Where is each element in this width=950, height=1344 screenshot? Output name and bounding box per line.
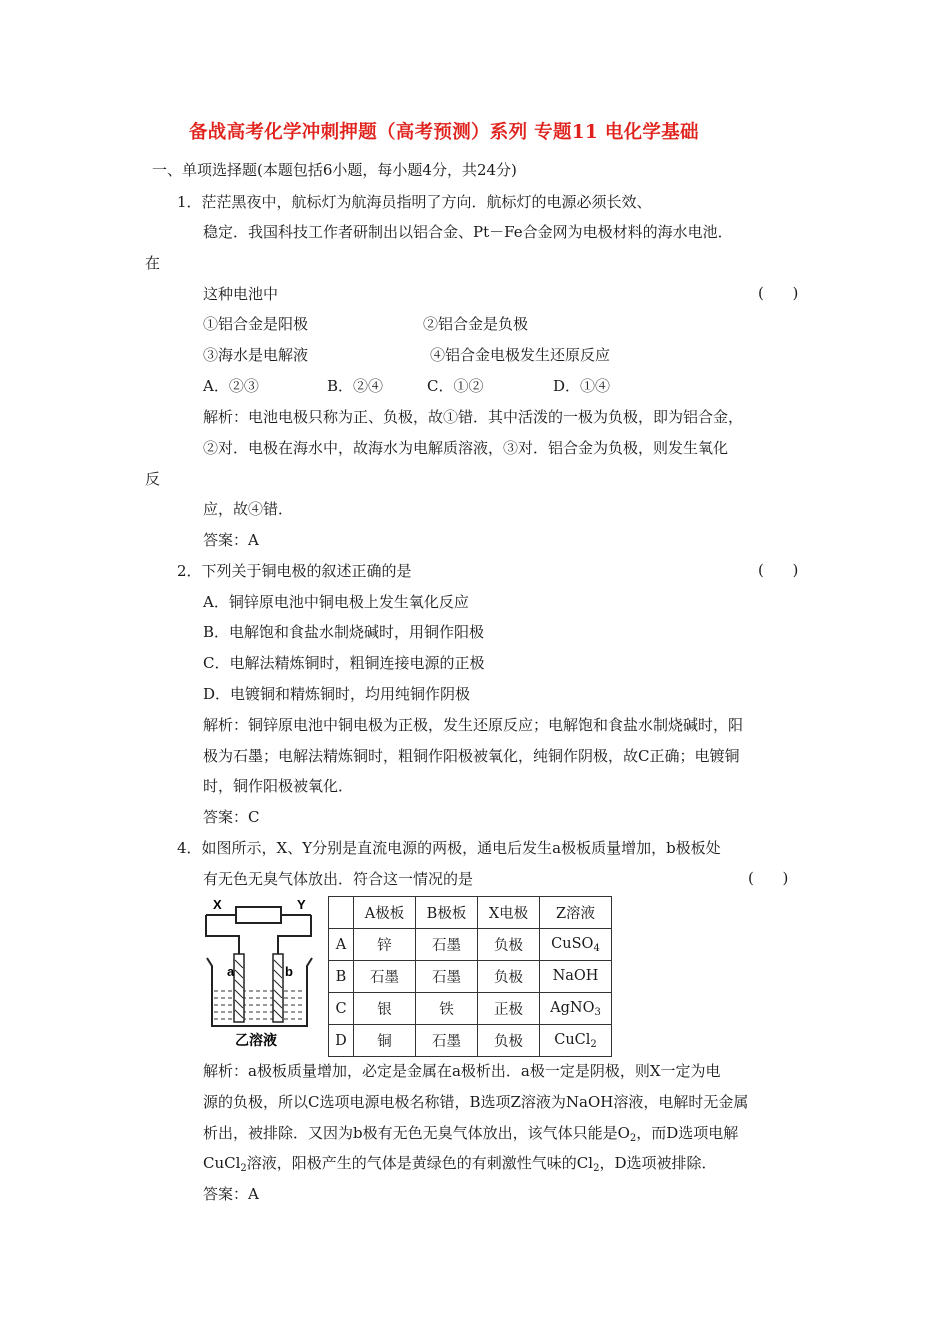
table-row bbox=[329, 993, 612, 1025]
q1-item-2: ②铝合金是负极 bbox=[423, 315, 529, 333]
table-cell: 锌 bbox=[354, 929, 416, 961]
table-header-cell: X电极 bbox=[478, 897, 540, 929]
table-header-cell: Z溶液 bbox=[540, 897, 612, 929]
table-cell: A bbox=[329, 929, 354, 961]
table-cell: 负极 bbox=[478, 961, 540, 993]
q1-stem-line1: 1．茫茫黑夜中，航标灯为航海员指明了方向．航标灯的电源必须长效、 bbox=[177, 193, 652, 211]
q1-analysis-line2: ②对．电极在海水中，故海水为电解质溶液，③对．铝合金为负极，则发生氧化 bbox=[203, 439, 729, 457]
analysis-text: ，而D选项电解 bbox=[636, 1124, 739, 1142]
electrode-b-label: b bbox=[285, 964, 293, 979]
formula-text: NaOH bbox=[552, 967, 599, 984]
analysis-text: 析出，被排除．又因为b极有无色无臭气体放出，该气体只能是O bbox=[203, 1124, 630, 1142]
table-cell bbox=[540, 1025, 612, 1057]
table-cell: 石墨 bbox=[416, 929, 478, 961]
section-heading: 一、单项选择题(本题包括6小题，每小题4分，共24分) bbox=[152, 161, 517, 179]
electrolysis-diagram bbox=[195, 894, 320, 1058]
q4-stem-line1: 4．如图所示，X、Y分别是直流电源的两极，通电后发生a极板质量增加，b极板处 bbox=[177, 839, 721, 857]
q1-item-3: ③海水是电解液 bbox=[203, 346, 309, 364]
table-row bbox=[329, 961, 612, 993]
q2-analysis-line2: 极为石墨；电解法精炼铜时，粗铜作阳极被氧化，纯铜作阴极，故C正确；电镀铜 bbox=[203, 747, 740, 765]
terminal-x-label: X bbox=[213, 897, 222, 912]
q2-analysis-line1: 解析：铜锌原电池中铜电极为正极，发生还原反应；电解饱和食盐水制烧碱时，阳 bbox=[203, 716, 744, 734]
table-header-row bbox=[329, 897, 612, 929]
q1-stem-line4: 这种电池中 bbox=[203, 285, 279, 303]
table-cell: 石墨 bbox=[416, 1025, 478, 1057]
table-cell: C bbox=[329, 993, 354, 1025]
table-cell bbox=[540, 961, 612, 993]
table-cell: D bbox=[329, 1025, 354, 1057]
formula-subscript: 2 bbox=[240, 1163, 247, 1174]
q2-answer: 答案：C bbox=[203, 808, 260, 826]
table-row bbox=[329, 1025, 612, 1057]
q1-option-a: A．②③ bbox=[203, 377, 259, 395]
q1-analysis-line3: 反 bbox=[145, 470, 161, 488]
q4-answer-bracket: ( ) bbox=[748, 869, 789, 887]
table-cell: 铜 bbox=[354, 1025, 416, 1057]
q1-analysis-line4: 应，故④错． bbox=[203, 500, 294, 518]
table-header-cell bbox=[329, 897, 354, 929]
table-header-cell: A极板 bbox=[354, 897, 416, 929]
formula-subscript: 3 bbox=[594, 1006, 601, 1018]
q1-option-d: D．①④ bbox=[553, 377, 611, 395]
q4-analysis-line4 bbox=[203, 1153, 716, 1179]
q2-option-a: A．铜锌原电池中铜电极上发生氧化反应 bbox=[203, 593, 469, 611]
table-cell: 铁 bbox=[416, 993, 478, 1025]
formula-text: AgNO bbox=[550, 999, 595, 1016]
table-cell bbox=[540, 929, 612, 961]
q1-item-1: ①铝合金是阳极 bbox=[203, 315, 309, 333]
electrode-a-label: a bbox=[227, 964, 235, 979]
q1-option-b: B．②④ bbox=[327, 377, 384, 395]
formula-text: CuCl bbox=[203, 1154, 241, 1172]
table-cell: 银 bbox=[354, 993, 416, 1025]
formula-text: CuSO bbox=[551, 935, 594, 952]
q1-stem-line2: 稳定．我国科技工作者研制出以铝合金、Pt－Fe合金网为电极材料的海水电池． bbox=[203, 223, 733, 241]
table-row bbox=[329, 929, 612, 961]
q2-analysis-line3: 时，铜作阳极被氧化． bbox=[203, 777, 354, 795]
q2-option-b: B．电解饱和食盐水制烧碱时，用铜作阳极 bbox=[203, 623, 485, 641]
table-cell: 负极 bbox=[478, 929, 540, 961]
formula-text: CuCl bbox=[554, 1031, 591, 1048]
analysis-text: 溶液，阳极产生的气体是黄绿色的有刺激性气味的Cl bbox=[246, 1154, 594, 1172]
q1-answer-bracket: ( ) bbox=[758, 284, 799, 302]
table-header-cell: B极板 bbox=[416, 897, 478, 929]
q1-item-4: ④铝合金电极发生还原反应 bbox=[430, 346, 611, 364]
q4-analysis-line1: 解析：a极板质量增加，必定是金属在a极析出．a极一定是阴极，则X一定为电 bbox=[203, 1062, 721, 1080]
q4-analysis-line3 bbox=[203, 1123, 738, 1149]
q2-stem: 2．下列关于铜电极的叙述正确的是 bbox=[177, 562, 412, 580]
q1-answer: 答案：A bbox=[203, 531, 259, 549]
table-cell bbox=[540, 993, 612, 1025]
q1-stem-line3: 在 bbox=[145, 254, 161, 272]
q1-analysis-line1: 解析：电池电极只称为正、负极，故①错．其中活泼的一极为负极，即为铝合金， bbox=[203, 408, 744, 426]
solution-caption: 乙溶液 bbox=[235, 1033, 277, 1049]
table-cell: 正极 bbox=[478, 993, 540, 1025]
table-cell: 石墨 bbox=[354, 961, 416, 993]
formula-subscript: 4 bbox=[593, 942, 600, 954]
q1-option-c: C．①② bbox=[427, 377, 484, 395]
table-cell: B bbox=[329, 961, 354, 993]
terminal-y-label: Y bbox=[297, 897, 306, 912]
table-cell: 石墨 bbox=[416, 961, 478, 993]
formula-subscript: 2 bbox=[593, 1163, 600, 1174]
formula-subscript: 2 bbox=[629, 1133, 637, 1144]
formula-subscript: 2 bbox=[590, 1038, 597, 1050]
page-title: 备战高考化学冲刺押题（高考预测）系列 专题11 电化学基础 bbox=[189, 122, 699, 143]
q4-answer: 答案：A bbox=[203, 1185, 259, 1203]
q2-option-c: C．电解法精炼铜时，粗铜连接电源的正极 bbox=[203, 654, 485, 672]
q2-option-d: D．电镀铜和精炼铜时，均用纯铜作阴极 bbox=[203, 685, 471, 703]
q4-options-table bbox=[328, 896, 612, 1057]
table-cell: 负极 bbox=[478, 1025, 540, 1057]
q4-analysis-line2: 源的负极，所以C选项电源电极名称错，B选项Z溶液为NaOH溶液，电解时无金属 bbox=[203, 1093, 749, 1111]
q4-stem-line2: 有无色无臭气体放出．符合这一情况的是 bbox=[203, 870, 474, 888]
q2-answer-bracket: ( ) bbox=[758, 561, 799, 579]
analysis-text: ，D选项被排除． bbox=[599, 1154, 717, 1172]
